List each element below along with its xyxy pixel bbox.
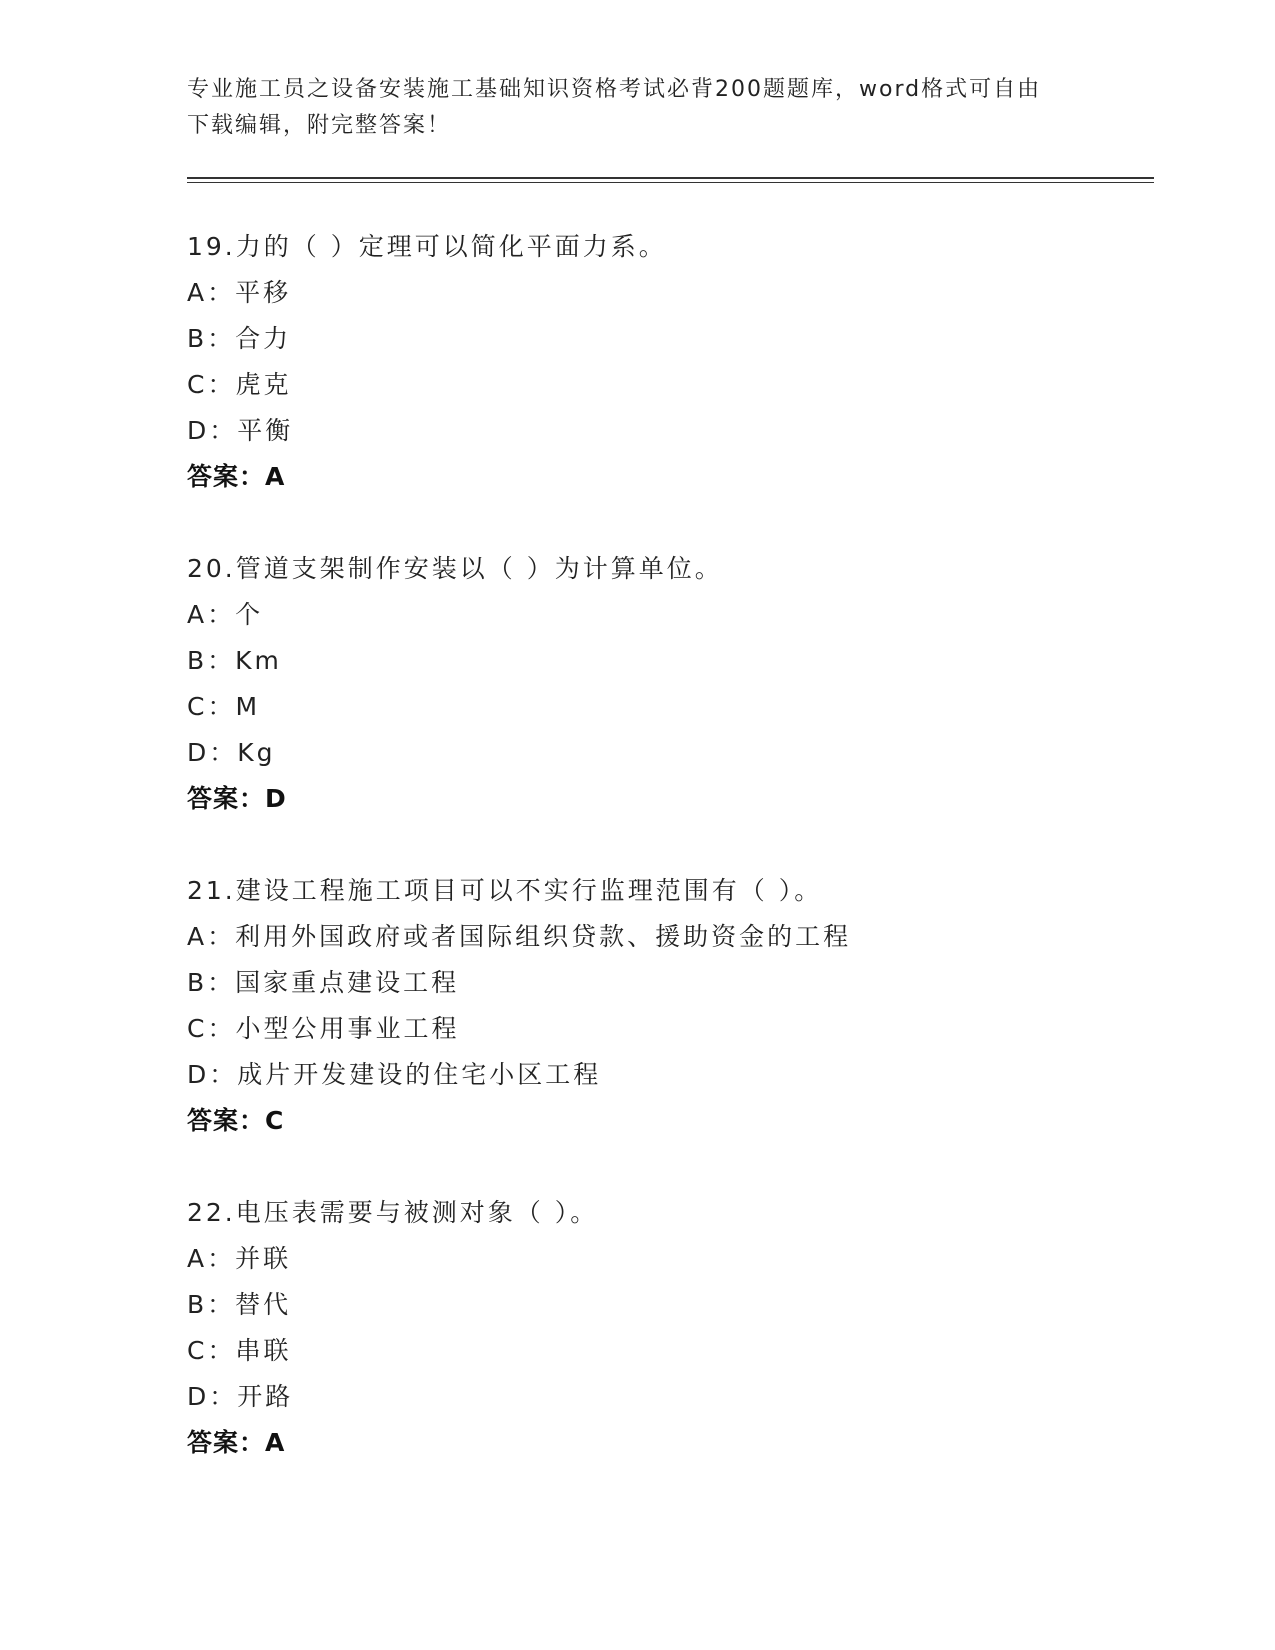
option-text: 并联 bbox=[235, 1244, 292, 1273]
option-c bbox=[187, 1328, 1087, 1374]
document-header bbox=[187, 72, 1087, 144]
option-d bbox=[187, 1374, 1087, 1420]
option-c bbox=[187, 1006, 1087, 1052]
question-21 bbox=[187, 868, 1087, 1144]
option-b bbox=[187, 1282, 1087, 1328]
option-a bbox=[187, 270, 1087, 316]
option-d bbox=[187, 1052, 1087, 1098]
option-text: 合力 bbox=[235, 324, 292, 353]
option-letter: A： bbox=[187, 600, 236, 629]
option-text: 小型公用事业工程 bbox=[235, 1014, 460, 1043]
option-letter: C： bbox=[187, 692, 236, 721]
question-stem: 19.力的（ ）定理可以简化平面力系。 bbox=[187, 232, 667, 261]
option-letter: D： bbox=[187, 1060, 238, 1089]
option-letter: B： bbox=[187, 968, 236, 997]
option-d bbox=[187, 408, 1087, 454]
option-text: 串联 bbox=[235, 1336, 292, 1365]
question-stem: 22.电压表需要与被测对象（ ）。 bbox=[187, 1198, 599, 1227]
option-letter: C： bbox=[187, 370, 236, 399]
answer-line: 答案：A bbox=[187, 462, 286, 491]
option-b bbox=[187, 316, 1087, 362]
option-a bbox=[187, 914, 1087, 960]
option-letter: B： bbox=[187, 324, 236, 353]
option-text: Kg bbox=[237, 738, 276, 767]
question-stem: 20.管道支架制作安装以（ ）为计算单位。 bbox=[187, 554, 723, 583]
question-22 bbox=[187, 1190, 1087, 1466]
option-text: 虎克 bbox=[235, 370, 292, 399]
option-text: 平移 bbox=[235, 278, 292, 307]
option-letter: D： bbox=[187, 416, 238, 445]
option-letter: A： bbox=[187, 1244, 236, 1273]
option-text: 国家重点建设工程 bbox=[235, 968, 460, 997]
option-text: 成片开发建设的住宅小区工程 bbox=[237, 1060, 602, 1089]
question-20 bbox=[187, 546, 1087, 822]
answer-line: 答案：C bbox=[187, 1106, 285, 1135]
header-line-2: 下载编辑，附完整答案！ bbox=[187, 113, 452, 138]
option-letter: B： bbox=[187, 646, 236, 675]
answer-line: 答案：A bbox=[187, 1428, 286, 1457]
option-c bbox=[187, 684, 1087, 730]
option-letter: D： bbox=[187, 738, 238, 767]
option-a bbox=[187, 1236, 1087, 1282]
question-stem: 21.建设工程施工项目可以不实行监理范围有（ ）。 bbox=[187, 876, 823, 905]
option-letter: A： bbox=[187, 922, 236, 951]
option-text: 利用外国政府或者国际组织贷款、援助资金的工程 bbox=[235, 922, 852, 951]
answer-line: 答案：D bbox=[187, 784, 287, 813]
option-text: 替代 bbox=[235, 1290, 292, 1319]
option-letter: A： bbox=[187, 278, 236, 307]
option-b bbox=[187, 960, 1087, 1006]
option-a bbox=[187, 592, 1087, 638]
option-d bbox=[187, 730, 1087, 776]
option-text: M bbox=[235, 692, 261, 721]
question-19 bbox=[187, 224, 1087, 500]
option-letter: B： bbox=[187, 1290, 236, 1319]
option-letter: D： bbox=[187, 1382, 238, 1411]
option-text: 个 bbox=[235, 600, 264, 629]
option-letter: C： bbox=[187, 1336, 236, 1365]
option-letter: C： bbox=[187, 1014, 236, 1043]
header-divider bbox=[187, 177, 1154, 183]
header-line-1: 专业施工员之设备安装施工基础知识资格考试必背200题题库，word格式可自由 bbox=[187, 77, 1042, 102]
option-c bbox=[187, 362, 1087, 408]
option-text: Km bbox=[235, 646, 282, 675]
option-text: 平衡 bbox=[237, 416, 294, 445]
option-b bbox=[187, 638, 1087, 684]
option-text: 开路 bbox=[237, 1382, 294, 1411]
